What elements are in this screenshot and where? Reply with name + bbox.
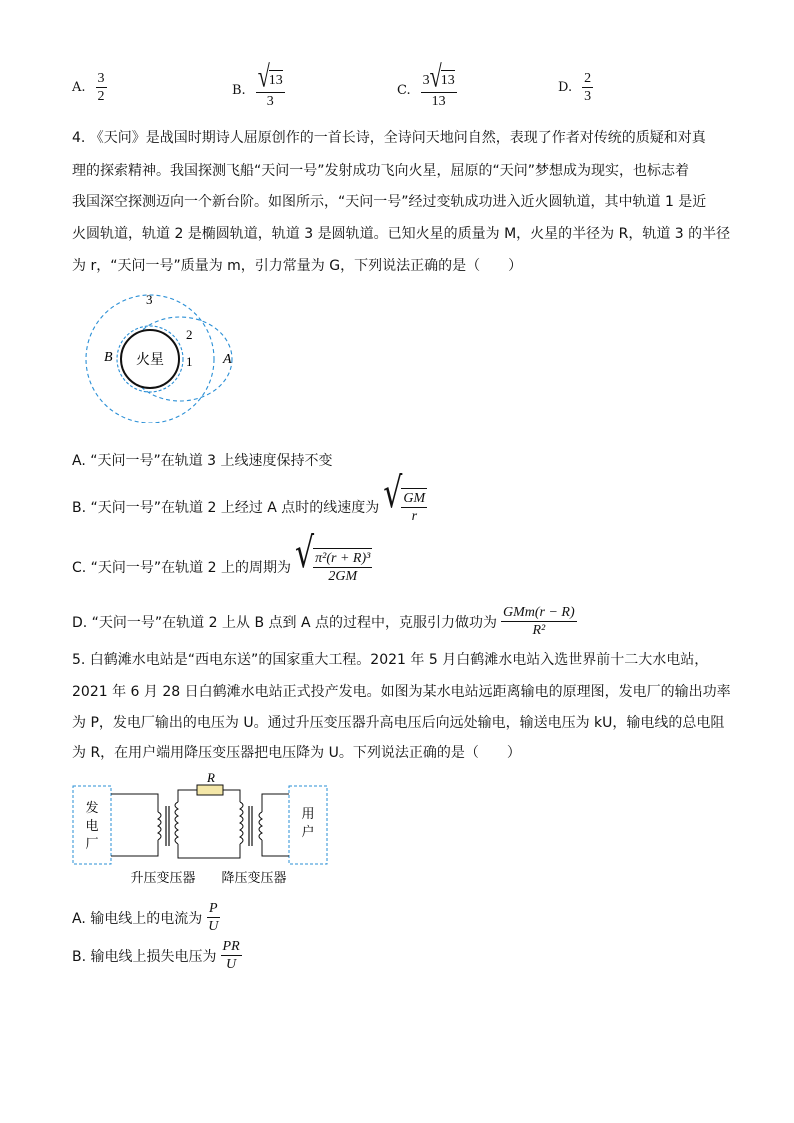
step-up-secondary-coil — [175, 802, 178, 844]
q4-option-a[interactable]: A. “天问一号”在轨道 3 上线速度保持不变 — [72, 453, 333, 469]
option-label: C. — [397, 82, 411, 98]
orbit-3-label: 3 — [146, 292, 153, 307]
option-label: A. — [72, 80, 86, 95]
transmission-line-bottom — [178, 844, 240, 858]
q3-options — [72, 58, 722, 114]
fraction: √ 13 3 — [257, 58, 283, 109]
user-label-2: 户 — [301, 824, 315, 839]
orbit-diagram — [78, 288, 248, 423]
q4-option-c[interactable]: C. “天问一号”在轨道 2 上的周期为 √ $\frac{\text{π²(r + R)³}}{2GM}$ — [72, 529, 371, 584]
sqrt-expression: √ $\frac{GM}{r}$ — [383, 469, 426, 524]
fraction: $\frac{\text{GMm(r − R)}}{\text{R²}}$ — [502, 605, 575, 638]
step-down-primary-coil — [240, 802, 243, 844]
orbit-1-label: 1 — [186, 354, 193, 369]
q5-stem-line-2: 2021 年 6 月 28 日白鹤滩水电站正式投产发电。如图为某水电站远距离输电的原理图，发电厂的输出功率 — [72, 684, 731, 700]
fraction: $\frac{2}{3}$ — [584, 71, 592, 104]
q5-option-b[interactable]: B. 输电线上损失电压为 $\frac{PR}{U}$ — [72, 939, 240, 972]
primary-wires — [111, 794, 158, 856]
q5-stem-line-4: 为 R，在用户端用降压变压器把电压降为 U。下列说法正确的是（ ） — [72, 745, 521, 761]
q5-option-a[interactable]: A. 输电线上的电流为 $\frac{P}{U}$ — [72, 901, 219, 934]
step-up-primary-coil — [158, 812, 161, 840]
q3-option-d[interactable] — [558, 70, 593, 105]
q5-stem-line-1: 5. 白鹤滩水电站是“西电东送”的国家重大工程。2021 年 5 月白鹤滩水电站入选世界前十二大水电站， — [72, 652, 709, 668]
q4-option-b[interactable]: B. “天问一号”在轨道 2 上经过 A 点时的线速度为 √ $\frac{GM}{r}$ — [72, 469, 426, 524]
option-label: B. — [232, 82, 246, 98]
fraction: $\frac{P}{U}$ — [208, 901, 219, 934]
point-b-label: B — [104, 350, 113, 365]
fraction: $\frac{3}{2}$ — [97, 71, 105, 104]
orbit-2-label: 2 — [186, 327, 193, 342]
mars-label: 火星 — [136, 353, 164, 368]
transmission-diagram — [70, 772, 330, 890]
resistor-label: R — [207, 772, 215, 785]
step-up-caption: 升压变压器 — [130, 870, 196, 885]
q4-stem-line-3: 我国深空探测迈向一个新台阶。如图所示，“天问一号”经过变轨成功进入近火圆轨道，其中轨道 1 是近 — [72, 194, 707, 210]
q3-option-a[interactable] — [72, 70, 107, 105]
fraction: 3 √ 13 13 — [422, 58, 455, 109]
q4-stem-line-2: 理的探索精神。我国探测飞船“天问一号”发射成功飞向火星，屈原的“天问”梦想成为现实，也标志着 — [72, 163, 690, 179]
resistor — [197, 785, 223, 795]
point-a-label: A — [223, 352, 232, 367]
q5-stem-line-3: 为 P，发电厂输出的电压为 U。通过升压变压器升高电压后向远处输电，输送电压为 kU，输电线的总电阻 — [72, 715, 725, 731]
step-down-secondary-coil — [259, 812, 262, 840]
option-label: D. — [558, 80, 573, 95]
q4-stem-line-4: 火圆轨道，轨道 2 是椭圆轨道，轨道 3 是圆轨道。已知火星的质量为 M，火星的半径为 R，轨道 3 的半径 — [72, 226, 731, 242]
secondary-wires — [262, 794, 289, 856]
q4-stem-line-1: 4. 《天问》是战国时期诗人屈原创作的一首长诗，全诗问天地问自然，表现了作者对传统的质疑和对真 — [72, 130, 706, 146]
generator-label-3: 厂 — [85, 836, 99, 851]
q4-option-d[interactable]: D. “天问一号”在轨道 2 上从 B 点到 A 点的过程中，克服引力做功为 $\frac{\text{GMm(r − R)}}{\text{R²}}$ — [72, 605, 575, 638]
q3-option-c[interactable] — [397, 58, 457, 110]
sqrt-expression: √ $\frac{\text{π²(r + R)³}}{2GM}$ — [295, 529, 371, 584]
user-label-1: 用 — [301, 806, 315, 821]
step-down-caption: 降压变压器 — [221, 870, 287, 885]
generator-label-1: 发 — [85, 800, 99, 815]
q4-stem-line-5: 为 r，“天问一号”质量为 m，引力常量为 G，下列说法正确的是（ ） — [72, 258, 523, 274]
generator-label-2: 电 — [85, 818, 99, 833]
fraction: $\frac{PR}{U}$ — [222, 939, 240, 972]
q3-option-b[interactable] — [232, 58, 285, 110]
